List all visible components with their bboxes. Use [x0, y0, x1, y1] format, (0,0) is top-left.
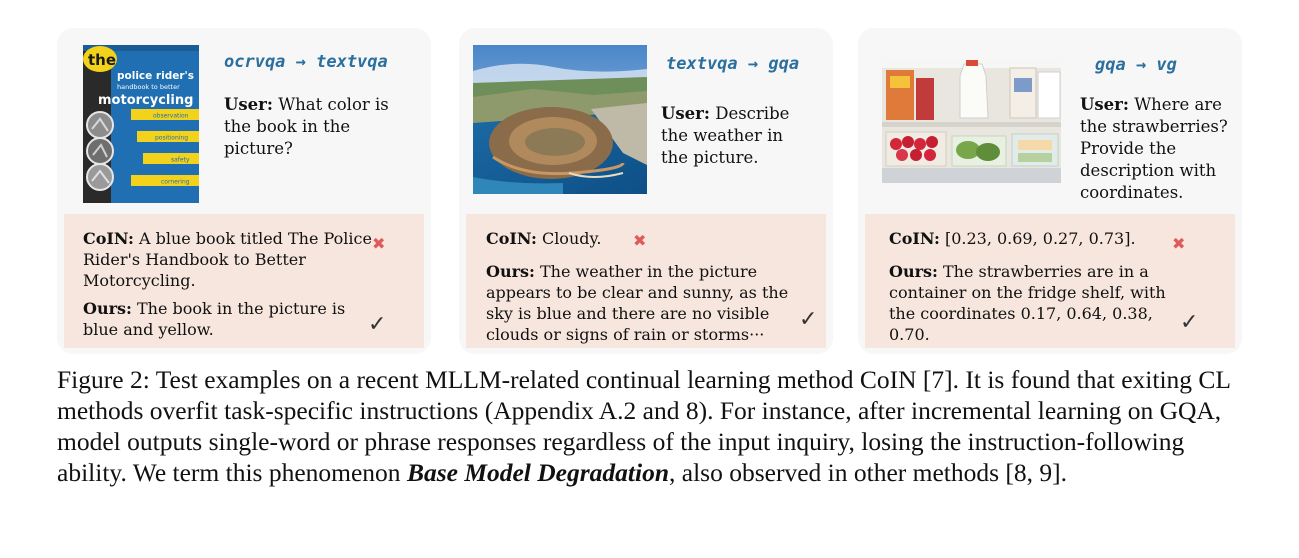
coin-answer-text: A blue book titled The Police Rider's Handbook to Better Motorcycling.: [83, 229, 372, 290]
wrong-cross-icon: ✖: [372, 234, 386, 253]
user-question: [224, 94, 419, 160]
book-series-text: the: [88, 51, 117, 69]
volcano-crater-photo: [473, 45, 647, 194]
coin-answer: [486, 228, 646, 249]
user-label: User:: [224, 95, 273, 114]
ours-answer-text: The weather in the picture appears to be clear and sunny, as the sky is blue and there are no visible clouds or signs of rain or storms···: [486, 262, 789, 344]
user-question-text: Describe the weather in the picture.: [661, 104, 790, 167]
answer-box: [466, 214, 826, 348]
wrong-cross-icon: ✖: [1172, 234, 1186, 253]
coin-label: CoIN:: [486, 229, 537, 248]
user-question-text: What color is the book in the picture?: [224, 95, 389, 158]
task-transition-label: gqa → vg: [1095, 55, 1177, 75]
wrong-cross-icon: ✖: [633, 231, 647, 250]
answer-box: [865, 214, 1235, 348]
user-label: User:: [1080, 95, 1129, 114]
coin-label: CoIN:: [83, 229, 134, 248]
fridge-illustration: [882, 58, 1061, 183]
book-tab-safety: safety: [171, 156, 190, 164]
coin-label: CoIN:: [889, 229, 940, 248]
coin-answer: [83, 228, 373, 291]
answer-box: [64, 214, 424, 348]
ours-label: Ours:: [486, 262, 535, 281]
correct-check-icon: ✓: [1180, 310, 1199, 335]
fridge-photo: [882, 58, 1061, 183]
caption-emphasis: Base Model Degradation: [406, 458, 670, 487]
coin-answer-text: [0.23, 0.69, 0.27, 0.73].: [939, 229, 1136, 248]
volcano-crater-illustration: [473, 45, 647, 194]
ours-label: Ours:: [889, 262, 938, 281]
coin-answer-text: Cloudy.: [536, 229, 602, 248]
book-tab-positioning: positioning: [155, 134, 189, 142]
coin-answer: [889, 228, 1189, 249]
book-title-line-3: motorcycling: [98, 93, 194, 108]
correct-check-icon: ✓: [799, 307, 818, 332]
user-label: User:: [661, 104, 710, 123]
task-transition-label: ocrvqa → textvqa: [224, 52, 388, 72]
task-transition-label: textvqa → gqa: [666, 54, 800, 74]
caption-text: Figure 2: Test examples on a recent MLLM-related continual learning method CoIN [7]. It is found that exiting CL methods overfit task-specific instructions (Appendix A.2 and 8). For instance, after incremental learning on GQA, model outputs single-word or phrase responses regardless of the input inquiry, losing the instruction-following ability. We term this phenomenon: [57, 365, 1231, 487]
book-title-line-1: police rider's: [117, 70, 194, 82]
correct-check-icon: ✓: [368, 312, 387, 337]
example-panel-ocrvqa-textvqa: [57, 28, 431, 354]
book-title-line-2: handbook to better: [117, 83, 180, 91]
example-panel-gqa-vg: [858, 28, 1242, 354]
book-tab-observation: observation: [153, 112, 189, 120]
figure-caption: [57, 364, 1247, 488]
book-tab-cornering: cornering: [161, 178, 190, 186]
user-question: [661, 103, 811, 169]
user-question-text: Where are the strawberries? Provide the description with coordinates.: [1080, 95, 1228, 202]
caption-text-end: , also observed in other methods [8, 9].: [669, 458, 1068, 487]
ours-answer-text: The strawberries are in a container on the fridge shelf, with the coordinates 0.17, 0.64, 0.38, 0.70.: [889, 262, 1166, 344]
ours-answer: [486, 261, 808, 345]
example-panel-textvqa-gqa: [459, 28, 833, 354]
book-cover-image: [83, 45, 199, 203]
book-cover-illustration: [83, 45, 199, 203]
ours-answer: [83, 298, 368, 340]
ours-answer: [889, 261, 1185, 345]
ours-answer-text: The book in the picture is blue and yellow.: [83, 299, 346, 339]
ours-label: Ours:: [83, 299, 132, 318]
user-question: [1080, 94, 1240, 204]
